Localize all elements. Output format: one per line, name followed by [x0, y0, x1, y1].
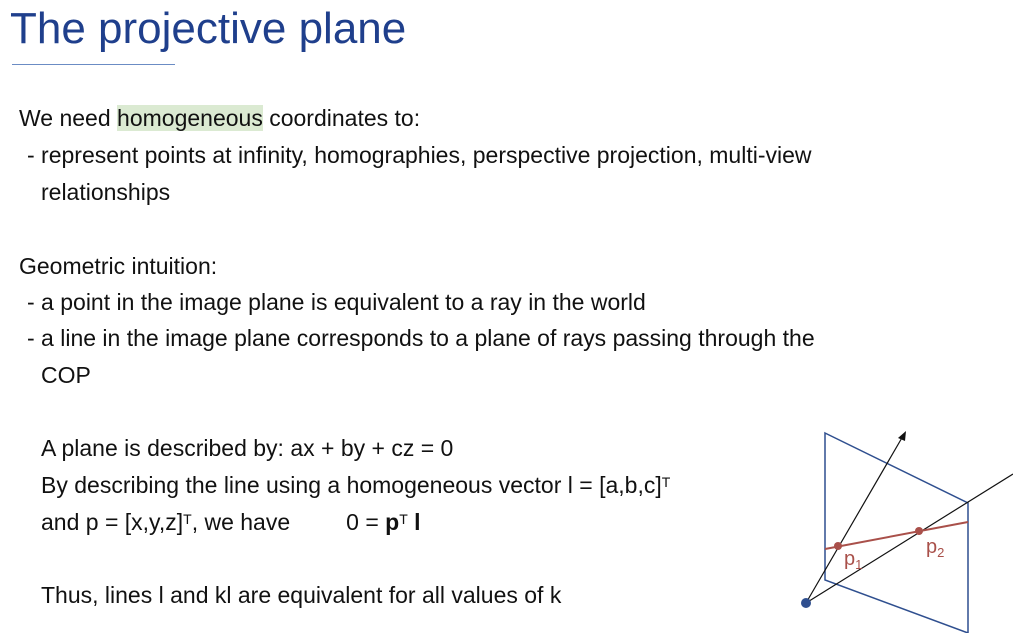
plane-description: A plane is described by: ax + by + cz = 0	[41, 435, 454, 461]
page-title: The projective plane	[10, 4, 407, 53]
title-underline	[12, 64, 175, 65]
point-p1	[834, 542, 842, 550]
center-of-projection	[801, 598, 811, 608]
equation-zero: 0 =	[346, 509, 386, 535]
geo-bullet-2-line-2: COP	[41, 362, 91, 388]
bullet-1-line-1: - represent points at infinity, homographies, perspective projection, multi-view	[27, 142, 812, 168]
equation-l: l	[407, 509, 421, 535]
geometric-heading: Geometric intuition:	[19, 253, 218, 279]
projective-plane-figure	[780, 405, 1013, 633]
line-description	[41, 471, 670, 499]
we-have-text: , we have	[191, 509, 291, 535]
geo-bullet-2-line-1: - a line in the image plane corresponds to a plane of rays passing through the	[27, 325, 815, 351]
ray-1	[806, 436, 903, 603]
intro-before: We need	[19, 105, 118, 131]
ray-2	[806, 474, 1013, 603]
point-description	[41, 508, 421, 536]
point-p2	[915, 527, 923, 535]
highlighted-word: homogeneous	[117, 105, 263, 131]
label-p2: $p_2$	[926, 536, 945, 560]
bullet-1-line-2: relationships	[41, 179, 171, 205]
intro-line	[19, 104, 420, 132]
transpose-sup: T	[399, 511, 408, 527]
transpose-sup: T	[183, 511, 192, 527]
intro-after: coordinates to:	[262, 105, 421, 131]
equivalence-statement: Thus, lines l and kl are equivalent for all values of k	[41, 582, 562, 608]
geo-bullet-1: - a point in the image plane is equivalent to a ray in the world	[27, 289, 646, 315]
image-line	[825, 522, 968, 549]
transpose-sup: T	[661, 474, 671, 490]
point-description-text: and p = [x,y,z]	[41, 509, 184, 535]
equation-p: p	[385, 509, 400, 535]
ray-1-arrowhead-icon	[898, 431, 906, 441]
line-description-text: By describing the line using a homogeneous vector l = [a,b,c]	[41, 472, 662, 498]
label-p1: $p_1$	[844, 548, 863, 572]
